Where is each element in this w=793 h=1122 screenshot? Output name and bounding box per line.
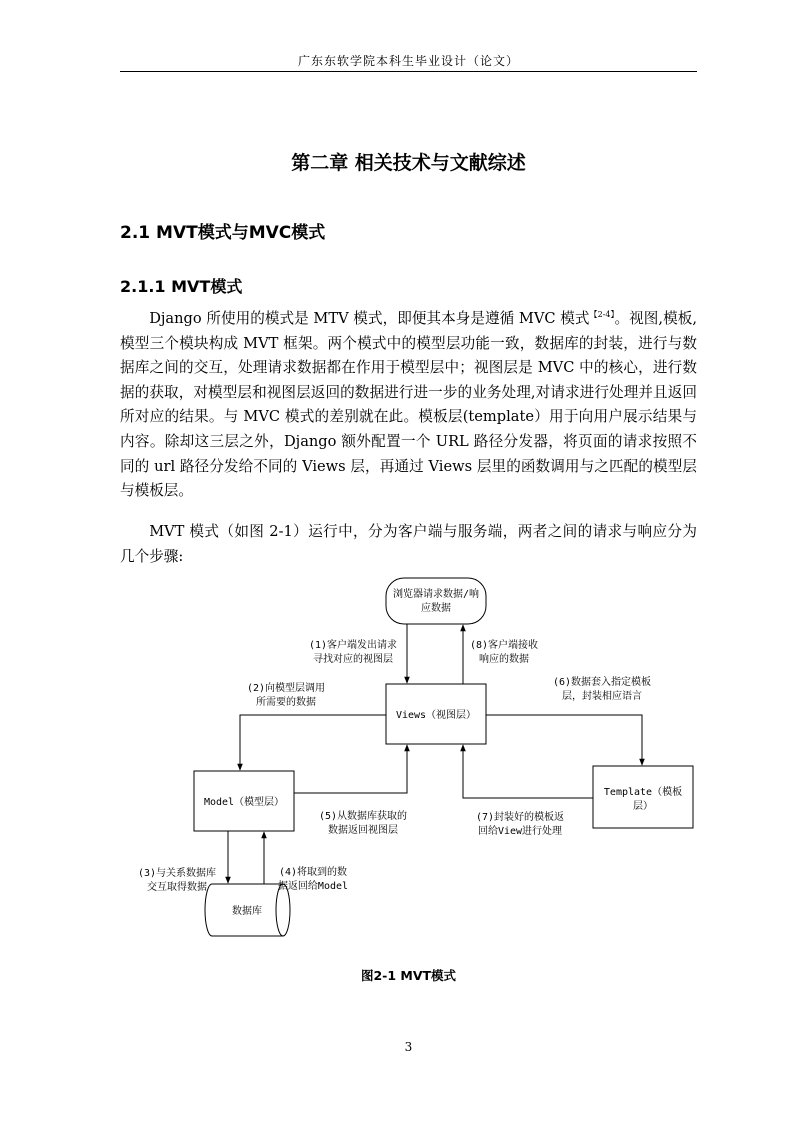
arrow-step6	[486, 715, 642, 765]
chapter-title: 第二章 相关技术与文献综述	[291, 152, 526, 174]
step7-label: 回给View进行处理	[477, 826, 563, 837]
running-header: 广东东软学院本科生毕业设计（论文）	[297, 54, 519, 68]
step5-label: (5)从数据库获取的	[318, 811, 408, 822]
browser-label: 浏览器请求数据/响	[392, 589, 480, 600]
arrow-step2	[240, 715, 386, 770]
model-label: Model（模型层）	[203, 797, 285, 808]
step7-label: (7)封装好的模板返	[475, 812, 565, 823]
step3-label: (3)与关系数据库	[137, 868, 217, 879]
database-label: 数据库	[232, 906, 262, 917]
body-paragraph-1	[120, 307, 697, 504]
step1-label: (1)客户端发出请求	[308, 640, 398, 651]
arrow-step7	[463, 745, 593, 798]
mvt-diagram	[120, 572, 697, 962]
views-label: Views（视图层）	[395, 710, 477, 721]
step3-label: 交互取得数据	[147, 882, 207, 893]
step4-label: 据返回给Model	[277, 881, 349, 892]
section-heading: 2.1 MVT模式与MVC模式	[120, 223, 326, 243]
figure-caption: 图2-1 MVT模式	[360, 968, 457, 983]
arrow-step5	[294, 745, 407, 793]
browser-label: 应数据	[421, 603, 451, 614]
header-rule	[120, 71, 697, 72]
step1-label: 寻找对应的视图层	[313, 654, 393, 665]
paragraph-text: 。视图,模板,模型三个模块构成 MVT 框架。两个模式中的模型层功能一致，数据库的封装，进行与数据库之间的交互，处理请求数据都在作用于模型层中；视图层是 MVC 中的核心，进行数据的获取，对模型层和视图层返回的数据进行进一步的业务处理,对请求进行处理并且返回所对应的结果。与 MVC 模式的差别就在此。模板层(template）用于向用户展示结果与内容。除却这三层之外，Django 额外配置一个 URL 路径分发器，将页面的请求按照不同的 url 路径分发给不同的 Views 层，再通过 Views 层里的函数调用与之匹配的模型层与模板层。	[120, 310, 698, 500]
step2-label: (2)向模型层调用	[246, 683, 326, 694]
step8-label: (8)客户端接收	[469, 640, 539, 651]
browser-node	[386, 578, 486, 624]
citation-marker: 【2-4】	[589, 310, 615, 320]
step8-label: 响应的数据	[479, 654, 529, 665]
body-paragraph-2: MVT 模式（如图 2-1）运行中，分为客户端与服务端，两者之间的请求与响应分为几个步骤:	[120, 523, 697, 565]
subsection-heading: 2.1.1 MVT模式	[120, 277, 243, 296]
template-label: Template（模板	[603, 787, 683, 798]
step5-label: 数据返回视图层	[328, 825, 398, 836]
template-label: 层）	[633, 801, 653, 812]
paragraph-text: Django 所使用的模式是 MTV 模式，即便其本身是遵循 MVC 模式	[149, 310, 590, 327]
step4-label: (4)将取到的数	[278, 867, 348, 878]
step2-label: 所需要的数据	[256, 697, 316, 708]
step6-label: (6)数据套入指定模板	[552, 677, 652, 688]
step6-label: 层，封装相应语言	[562, 691, 642, 702]
page-number: 3	[404, 1040, 413, 1054]
